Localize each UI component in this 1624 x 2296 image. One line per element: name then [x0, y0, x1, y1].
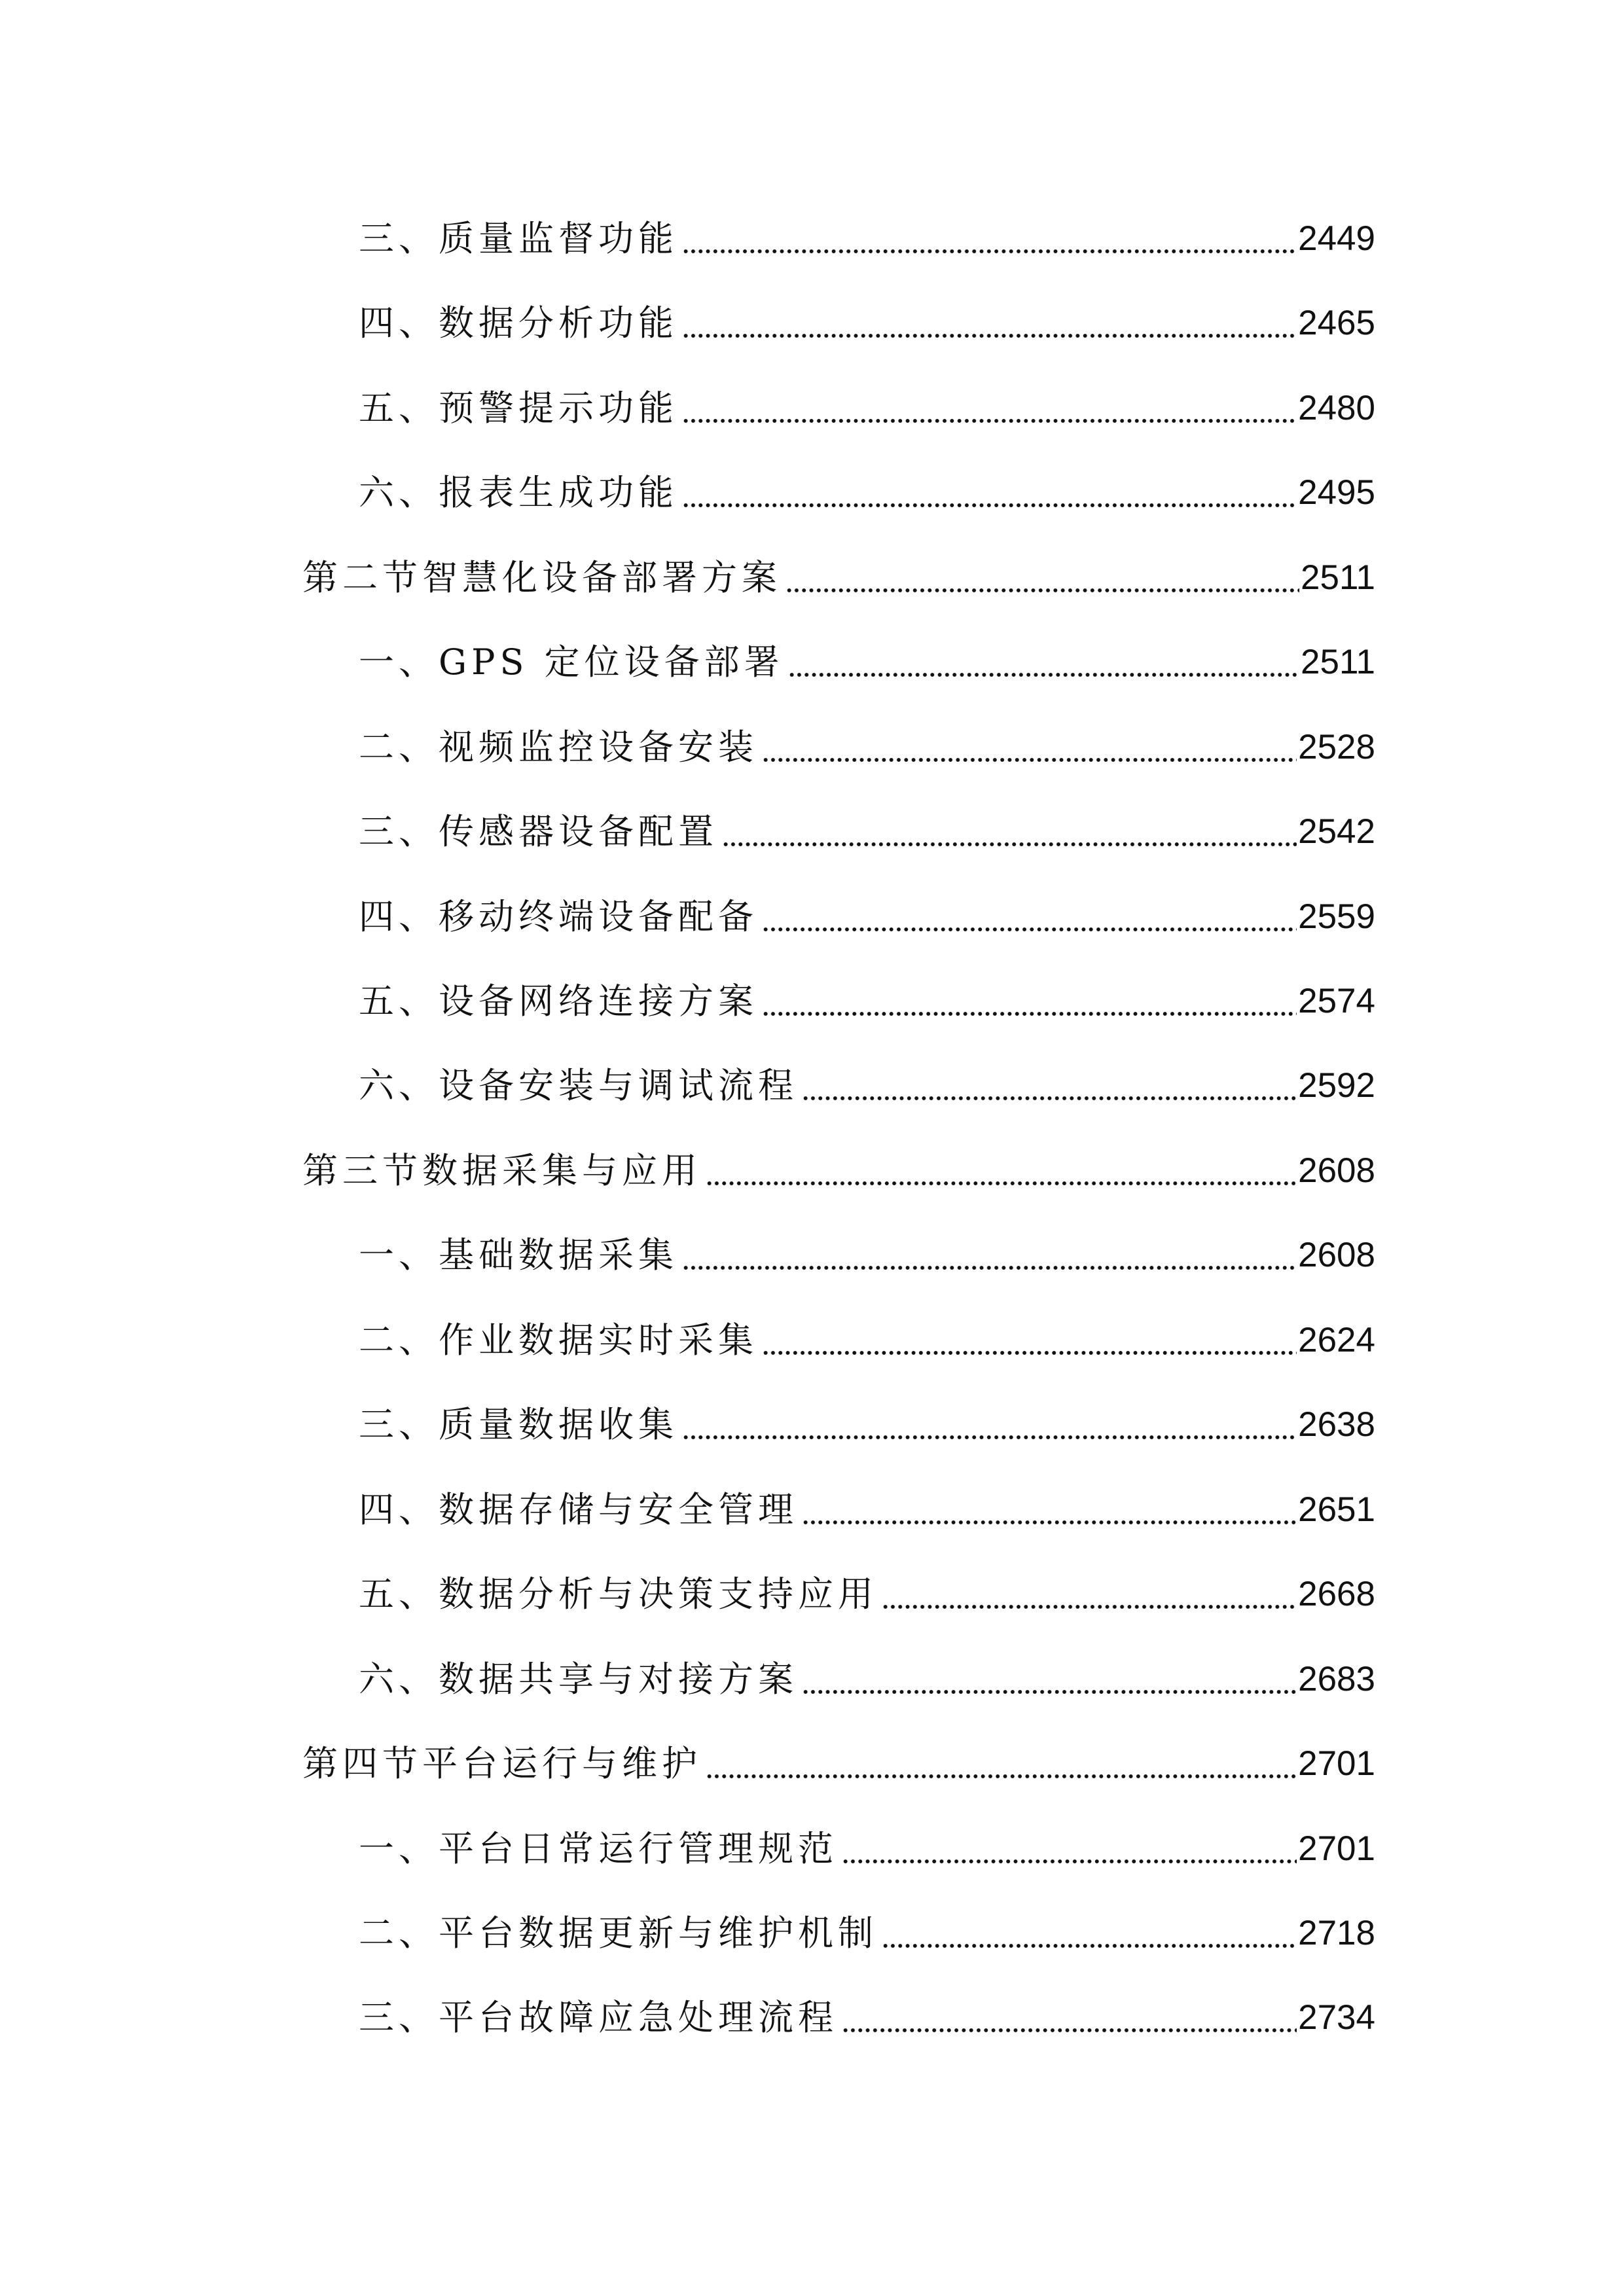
- toc-entry[interactable]: [359, 1992, 1375, 2044]
- toc-dot-leader: [682, 297, 1297, 350]
- toc-page-number: 2511: [1301, 643, 1375, 681]
- toc-entry-title: 一、GPS 定位设备部署: [359, 641, 784, 683]
- toc-entry[interactable]: [359, 1060, 1375, 1112]
- toc-page-number: 2465: [1298, 304, 1375, 342]
- toc-entry[interactable]: [359, 1314, 1375, 1367]
- toc-entry-title: 五、预警提示功能: [359, 387, 678, 429]
- toc-page-number: 2480: [1298, 389, 1375, 427]
- toc-page-number: 2701: [1298, 1744, 1375, 1783]
- toc-entry[interactable]: [359, 297, 1375, 350]
- toc-entry-title: 第三节数据采集与应用: [302, 1150, 702, 1191]
- toc-entry[interactable]: [359, 1568, 1375, 1621]
- toc-entry-title: 三、质量数据收集: [359, 1404, 678, 1445]
- toc-entry[interactable]: [359, 467, 1375, 519]
- toc-page-number: 2734: [1298, 1998, 1375, 2037]
- toc-entry-title: 三、平台故障应急处理流程: [359, 1997, 838, 2038]
- toc-page-number: 2495: [1298, 473, 1375, 512]
- toc-page-number: 2542: [1298, 812, 1375, 851]
- toc-entry[interactable]: [359, 1653, 1375, 1706]
- toc-dot-leader: [706, 1145, 1297, 1197]
- toc-section-heading[interactable]: [302, 552, 1375, 604]
- toc-page-number: 2449: [1298, 219, 1375, 258]
- toc-entry[interactable]: [359, 806, 1375, 858]
- toc-entry[interactable]: [359, 636, 1375, 689]
- toc-dot-leader: [762, 1314, 1297, 1367]
- toc-page-number: 2528: [1298, 728, 1375, 766]
- toc-page-number: 2683: [1298, 1660, 1375, 1698]
- toc-dot-leader: [802, 1484, 1297, 1536]
- toc-section-heading[interactable]: [302, 1738, 1375, 1790]
- toc-page-number: 2592: [1298, 1066, 1375, 1105]
- toc-entry-title: 一、基础数据采集: [359, 1234, 678, 1276]
- toc-dot-leader: [842, 1823, 1297, 1875]
- toc-entry-title: 三、质量监督功能: [359, 218, 678, 259]
- toc-entry-title: 二、平台数据更新与维护机制: [359, 1912, 878, 1954]
- toc-page-number: 2608: [1298, 1151, 1375, 1190]
- toc-entry-title: 三、传感器设备配置: [359, 811, 718, 852]
- toc-entry-title: 四、数据分析功能: [359, 302, 678, 344]
- toc-entry-title: 五、数据分析与决策支持应用: [359, 1573, 878, 1615]
- toc-entry[interactable]: [359, 1229, 1375, 1282]
- toc-dot-leader: [706, 1738, 1297, 1790]
- toc-page-number: 2638: [1298, 1405, 1375, 1444]
- toc-entry-title: 二、视频监控设备安装: [359, 726, 758, 768]
- toc-entry[interactable]: [359, 1907, 1375, 1960]
- toc-entry[interactable]: [359, 1823, 1375, 1875]
- toc-dot-leader: [842, 1992, 1297, 2044]
- toc-dot-leader: [682, 467, 1297, 519]
- toc-entry[interactable]: [359, 891, 1375, 943]
- toc-dot-leader: [785, 552, 1299, 604]
- toc-entry-title: 四、数据存储与安全管理: [359, 1489, 798, 1530]
- toc-section-heading[interactable]: [302, 1145, 1375, 1197]
- toc-dot-leader: [762, 891, 1297, 943]
- toc-page-number: 2574: [1298, 982, 1375, 1020]
- toc-entry-title: 四、移动终端设备配备: [359, 896, 758, 937]
- toc-entry[interactable]: [359, 1484, 1375, 1536]
- toc-entry-title: 六、数据共享与对接方案: [359, 1659, 798, 1700]
- toc-entry[interactable]: [359, 1399, 1375, 1451]
- toc-dot-leader: [682, 1399, 1297, 1451]
- toc-page-number: 2718: [1298, 1914, 1375, 1952]
- toc-entry-title: 六、设备安装与调试流程: [359, 1065, 798, 1106]
- toc-entry-title: 第四节平台运行与维护: [302, 1743, 702, 1784]
- toc-dot-leader: [722, 806, 1297, 858]
- toc-dot-leader: [788, 636, 1299, 689]
- toc-dot-leader: [682, 213, 1297, 265]
- toc-dot-leader: [802, 1653, 1297, 1706]
- toc-entry[interactable]: [359, 721, 1375, 774]
- toc-dot-leader: [682, 382, 1297, 435]
- toc-page-number: 2511: [1301, 558, 1375, 597]
- toc-dot-leader: [762, 975, 1297, 1028]
- toc-entry-title: 六、报表生成功能: [359, 472, 678, 513]
- toc-dot-leader: [802, 1060, 1297, 1112]
- toc-dot-leader: [762, 721, 1297, 774]
- toc-dot-leader: [882, 1568, 1297, 1621]
- toc-entry-title: 二、作业数据实时采集: [359, 1319, 758, 1361]
- toc-entry-title: 一、平台日常运行管理规范: [359, 1828, 838, 1869]
- toc-entry[interactable]: [359, 213, 1375, 265]
- toc-page-number: 2608: [1298, 1236, 1375, 1274]
- toc-page-number: 2651: [1298, 1490, 1375, 1529]
- toc-page-number: 2624: [1298, 1321, 1375, 1359]
- toc-page-number: 2701: [1298, 1829, 1375, 1868]
- toc-entry-title: 第二节智慧化设备部署方案: [302, 557, 782, 598]
- toc-entry[interactable]: [359, 382, 1375, 435]
- toc-page-number: 2668: [1298, 1575, 1375, 1613]
- toc-entry-title: 五、设备网络连接方案: [359, 980, 758, 1022]
- toc-dot-leader: [682, 1229, 1297, 1282]
- toc-entry[interactable]: [359, 975, 1375, 1028]
- toc-page-number: 2559: [1298, 897, 1375, 936]
- toc-dot-leader: [882, 1907, 1297, 1960]
